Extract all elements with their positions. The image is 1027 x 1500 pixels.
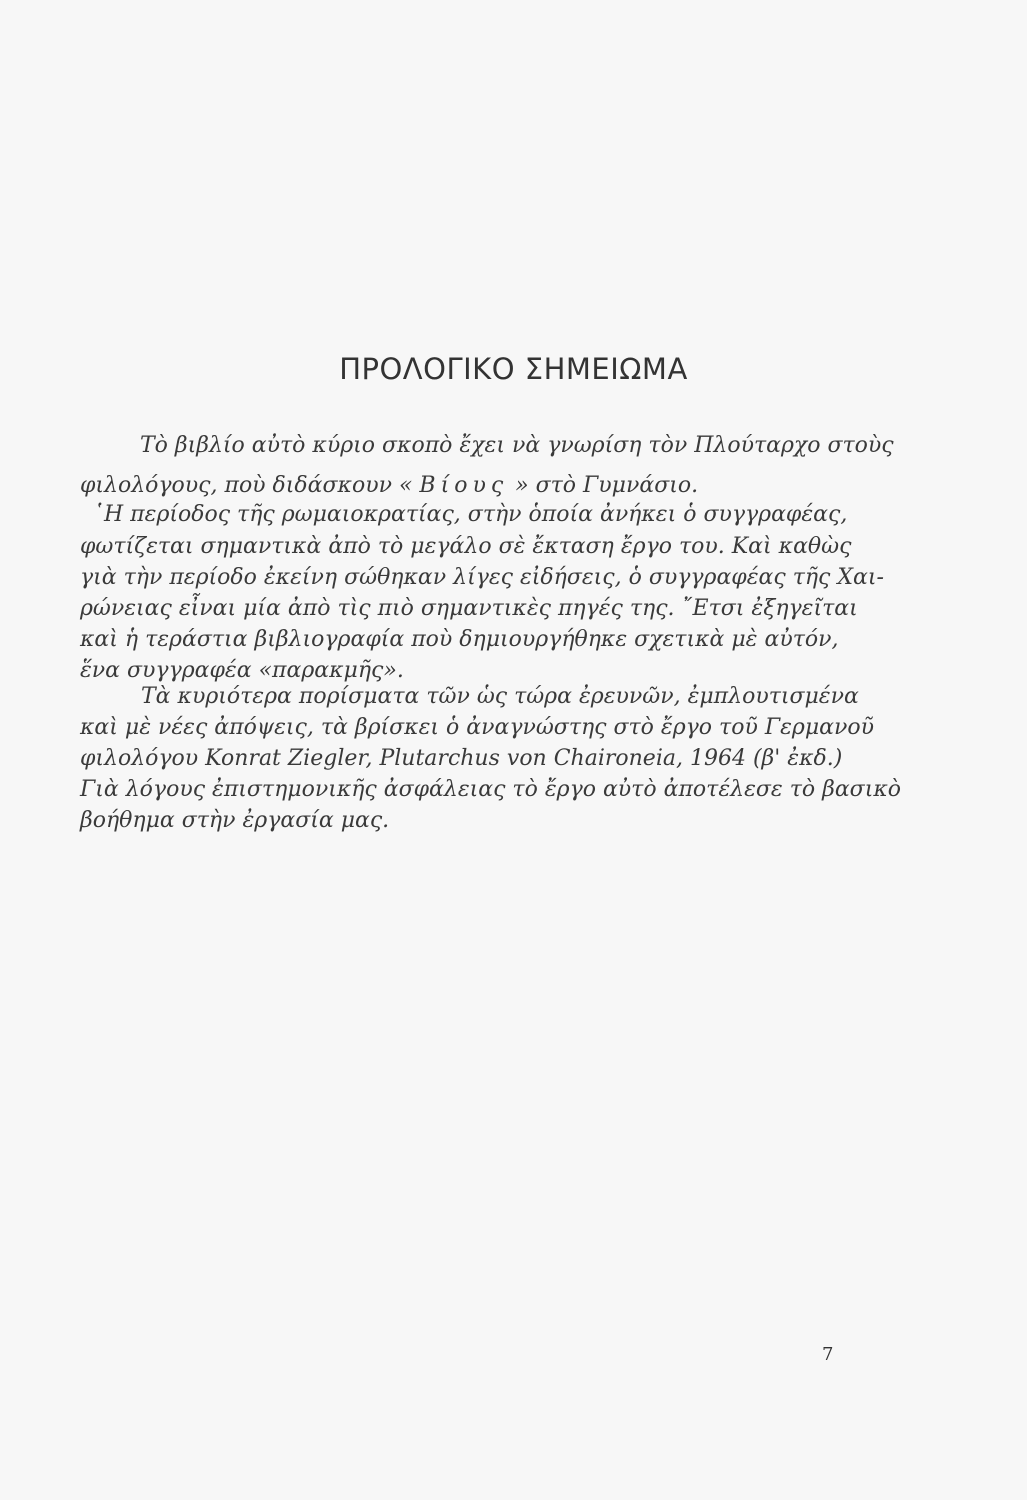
- paragraph3-line4: Γιὰ λόγους ἐπιστημονικῆς ἀσφάλειας τὸ ἔργο αὐτὸ ἀποτέλεσε τὸ βασικὸ: [80, 777, 901, 802]
- paragraph3-line2: καὶ μὲ νέες ἀπόψεις, τὰ βρίσκει ὁ ἀναγνώστης στὸ ἔργο τοῦ Γερμανοῦ: [80, 715, 874, 740]
- paragraph2-line2: φωτίζεται σημαντικὰ ἀπὸ τὸ μεγάλο σὲ ἔκταση ἔργο του. Καὶ καθὼς: [80, 534, 852, 559]
- paragraph3-line1: Τὰ κυριότερα πορίσματα τῶν ὡς τώρα ἐρευνῶν, ἐμπλουτισμένα: [141, 684, 859, 709]
- paragraph1-spaced-title: Βίους: [419, 473, 509, 498]
- paragraph1-line1: Τὸ βιβλίο αὐτὸ κύριο σκοπὸ ἔχει νὰ γνωρίση τὸν Πλούταρχο στοὺς: [140, 433, 894, 458]
- paragraph2-line4: ρώνειας εἶναι μία ἀπὸ τὶς πιὸ σημαντικὲς πηγές της. ῎Ετσι ἐξηγεῖται: [80, 596, 858, 621]
- paragraph3-line3: φιλολόγου Konrat Ziegler, Plutarchus von Chaironeia, 1964 (β' ἐκδ.): [80, 746, 843, 771]
- page-number: 7: [822, 1344, 834, 1365]
- paragraph3-line5: βοήθημα στὴν ἐργασία μας.: [80, 808, 390, 833]
- paragraph1-line2-start: φιλολόγους, ποὺ διδάσκουν «: [80, 473, 420, 498]
- paragraph2-line5: καὶ ἡ τεράστια βιβλιογραφία ποὺ δημιουργήθηκε σχετικὰ μὲ αὐτόν,: [80, 627, 839, 652]
- paragraph1-line2-end: » στὸ Γυμνάσιο.: [508, 473, 699, 498]
- paragraph1-line2: [80, 473, 698, 498]
- paragraph2-line3: γιὰ τὴν περίοδο ἐκείνη σώθηκαν λίγες εἰδήσεις, ὁ συγγραφέας τῆς Χαι-: [80, 565, 884, 590]
- paragraph2-line1: ῾Η περίοδος τῆς ρωμαιοκρατίας, στὴν ὁποία ἀνήκει ὁ συγγραφέας,: [93, 502, 848, 527]
- page-heading: ΠΡΟΛΟΓΙΚΟ ΣΗΜΕΙΩΜΑ: [339, 352, 688, 386]
- paragraph2-line6: ἕνα συγγραφέα «παρακμῆς».: [80, 658, 404, 683]
